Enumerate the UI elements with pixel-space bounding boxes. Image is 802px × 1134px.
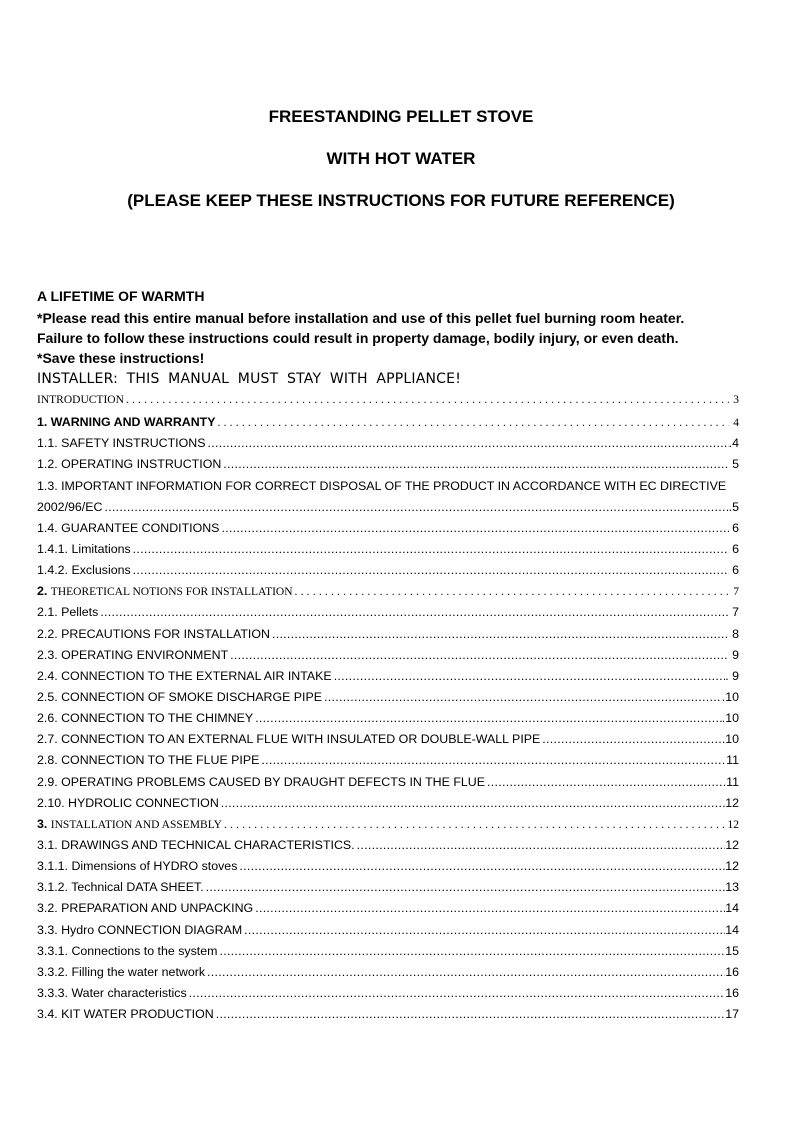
toc-leader — [98, 605, 729, 619]
toc-entry-page: 12 — [725, 837, 739, 852]
intro-warning-line-2: Failure to follow these instructions could result in property damage, bodily injury, or even death. — [37, 330, 679, 346]
toc-entry[interactable] — [37, 1007, 739, 1028]
toc-entry-label: 2.7. CONNECTION TO AN EXTERNAL FLUE WITH INSULATED OR DOUBLE-WALL PIPE — [37, 732, 541, 747]
toc-leader — [131, 542, 729, 556]
toc-entry-label: 2.10. HYDROLIC CONNECTION — [37, 795, 219, 810]
toc-entry[interactable] — [37, 732, 739, 753]
toc-entry-page: 6 — [732, 563, 739, 578]
toc-entry[interactable] — [37, 479, 739, 500]
toc-entry-label: 2.5. CONNECTION OF SMOKE DISCHARGE PIPE — [37, 689, 323, 704]
toc-entry[interactable] — [37, 775, 739, 796]
toc-entry-page: 3 — [733, 394, 739, 406]
toc-entry-page: 16 — [725, 964, 739, 979]
toc-entry-label: 2.3. OPERATING ENVIRONMENT — [37, 647, 229, 662]
document-notice: (PLEASE KEEP THESE INSTRUCTIONS FOR FUTURE REFERENCE) — [127, 191, 675, 210]
toc-entry-page: 14 — [725, 901, 739, 916]
toc-entry-page: 12 — [725, 795, 739, 810]
toc-entry[interactable] — [37, 457, 739, 478]
toc-entry-page: 17 — [725, 1007, 739, 1022]
toc-entry[interactable] — [37, 944, 739, 965]
toc-entry[interactable] — [37, 627, 739, 648]
toc-entry-label: 2.2. PRECAUTIONS FOR INSTALLATION — [37, 626, 270, 641]
toc-entry[interactable] — [37, 415, 739, 436]
toc-entry-page: 16 — [725, 985, 739, 1000]
toc-entry-label: 3.4. KIT WATER PRODUCTION — [37, 1007, 214, 1022]
toc-leader — [216, 417, 729, 429]
intro-warning-line-1: *Please read this entire manual before installation and use of this pellet fuel burning room heater. — [37, 310, 685, 326]
document-subtitle: WITH HOT WATER — [326, 149, 476, 168]
toc-leader — [222, 819, 728, 831]
toc-entry[interactable] — [37, 394, 739, 415]
toc-entry-page: 14 — [725, 922, 739, 937]
toc-entry-label: 3.2. PREPARATION AND UNPACKING — [37, 901, 254, 916]
toc-entry-label: 2.8. CONNECTION TO THE FLUE PIPE — [37, 753, 260, 768]
toc-entry-label: 1.3. IMPORTANT INFORMATION FOR CORRECT DISPOSAL OF THE PRODUCT IN ACCORDANCE WITH EC DIRECTIVE — [37, 478, 727, 493]
toc-leader — [214, 1007, 726, 1021]
toc-leader — [187, 986, 726, 1000]
toc-leader — [131, 563, 729, 577]
toc-entry[interactable] — [37, 605, 739, 626]
toc-entry[interactable] — [37, 521, 739, 542]
toc-entry[interactable] — [37, 436, 739, 457]
toc-entry-label: 2.9. OPERATING PROBLEMS CAUSED BY DRAUGHT DEFECTS IN THE FLUE — [37, 774, 485, 789]
toc-entry-label: 3.1.1. Dimensions of HYDRO stoves — [37, 859, 238, 874]
toc-entry-label: 2002/96/EC — [37, 499, 103, 514]
toc-leader — [219, 521, 729, 535]
toc-entry-page: . 9 — [725, 668, 739, 683]
toc-entry[interactable] — [37, 563, 739, 584]
toc-entry-page: 12 — [727, 818, 739, 831]
toc-entry[interactable] — [37, 542, 739, 563]
toc-leader — [540, 732, 725, 746]
toc-entry-label: 3.3. Hydro CONNECTION DIAGRAM — [37, 922, 243, 937]
toc-leader — [237, 859, 725, 873]
toc-entry-label: 3.3.2. Filling the water network — [37, 964, 206, 979]
toc-entry[interactable] — [37, 923, 739, 944]
toc-entry-label: INSTALLATION AND ASSEMBLY — [50, 818, 222, 831]
toc-leader — [205, 965, 725, 979]
toc-entry-page: 4 — [733, 417, 739, 430]
intro-heading: A LIFETIME OF WARMTH — [37, 288, 205, 304]
toc-entry-label: THEORETICAL NOTIONS FOR INSTALLATION — [50, 586, 293, 599]
toc-entry[interactable] — [37, 838, 739, 859]
toc-entry-label: 3.3.3. Water characteristics — [37, 985, 187, 1000]
toc-leader — [219, 796, 725, 810]
toc-entry-label: 1.1. SAFETY INSTRUCTIONS — [37, 436, 206, 451]
intro-warning-line-3: *Save these instructions! — [37, 350, 205, 366]
toc-entry[interactable] — [37, 584, 739, 605]
toc-entry-page: 7 — [732, 605, 739, 620]
toc-entry-label: 1.2. OPERATING INSTRUCTION — [37, 457, 222, 472]
toc-leader — [293, 586, 729, 598]
toc-entry-label: 3.1.2. Technical DATA SHEET. — [37, 880, 204, 895]
toc-leader — [228, 648, 729, 662]
toc-entry[interactable] — [37, 859, 739, 880]
toc-leader — [322, 690, 722, 704]
toc-leader — [204, 880, 726, 894]
toc-entry[interactable] — [37, 690, 739, 711]
toc-entry[interactable] — [37, 500, 739, 521]
toc-entry-label: 2.6. CONNECTION TO THE CHIMNEY — [37, 711, 254, 726]
toc-entry[interactable] — [37, 880, 739, 901]
toc-leader — [102, 500, 728, 514]
toc-entry[interactable] — [37, 796, 739, 817]
toc-entry-page: 5 — [732, 457, 739, 472]
toc-leader — [270, 627, 729, 641]
toc-leader — [332, 669, 726, 683]
table-of-contents — [37, 394, 739, 1028]
toc-entry-label: 1.4.1. Limitations — [37, 541, 131, 556]
toc-entry[interactable] — [37, 986, 739, 1007]
toc-entry-page: 10 — [725, 732, 739, 747]
toc-entry[interactable] — [37, 965, 739, 986]
toc-entry-label: 3.1. DRAWINGS AND TECHNICAL CHARACTERISTICS. — [37, 837, 355, 852]
toc-entry-page: 6 — [732, 541, 739, 556]
toc-leader — [253, 901, 725, 915]
toc-leader — [355, 838, 726, 852]
toc-entry-page: 12 — [725, 859, 739, 874]
toc-entry-page: 6 — [732, 520, 739, 535]
toc-entry[interactable] — [37, 669, 739, 690]
toc-entry[interactable] — [37, 901, 739, 922]
toc-leader — [485, 775, 726, 789]
toc-entry-page: 13 — [725, 880, 739, 895]
toc-entry-page: 8 — [732, 626, 739, 641]
toc-entry-label: 2.4. CONNECTION TO THE EXTERNAL AIR INTAKE — [37, 668, 332, 683]
toc-entry[interactable] — [37, 648, 739, 669]
toc-entry-page: 11 — [726, 753, 739, 768]
toc-entry-page: .4 — [728, 436, 739, 451]
toc-leader — [221, 457, 729, 471]
toc-entry-number: 2. — [37, 584, 48, 599]
toc-entry-label: INTRODUCTION — [37, 394, 124, 406]
toc-entry-page: 11 — [726, 774, 739, 789]
toc-entry[interactable] — [37, 753, 739, 774]
document-title: FREESTANDING PELLET STOVE — [268, 107, 534, 126]
installer-note: INSTALLER: THIS MANUAL MUST STAY WITH APPLIANCE! — [37, 371, 462, 387]
toc-entry-page: 9 — [732, 647, 739, 662]
toc-entry-label: 2.1. Pellets — [37, 605, 99, 620]
toc-entry-label: 1.4.2. Exclusions — [37, 563, 131, 578]
toc-entry-page: 15 — [725, 943, 739, 958]
toc-entry[interactable] — [37, 711, 739, 732]
toc-leader — [205, 436, 728, 450]
toc-entry-page: .5 — [728, 499, 739, 514]
toc-entry[interactable] — [37, 817, 739, 838]
toc-entry-page: .10 — [721, 689, 739, 704]
toc-entry-page: 7 — [733, 586, 739, 599]
toc-entry-number: 3. — [37, 816, 48, 831]
toc-leader — [124, 394, 729, 406]
toc-entry-label: 3.3.1. Connections to the system — [37, 943, 218, 958]
toc-leader — [259, 753, 726, 767]
toc-leader — [242, 923, 725, 937]
toc-leader — [217, 944, 725, 958]
toc-entry-page: .10 — [721, 711, 739, 726]
toc-entry-label: 1.4. GUARANTEE CONDITIONS — [37, 520, 220, 535]
toc-entry-label: 1. WARNING AND WARRANTY — [37, 415, 216, 430]
toc-leader — [253, 711, 722, 725]
